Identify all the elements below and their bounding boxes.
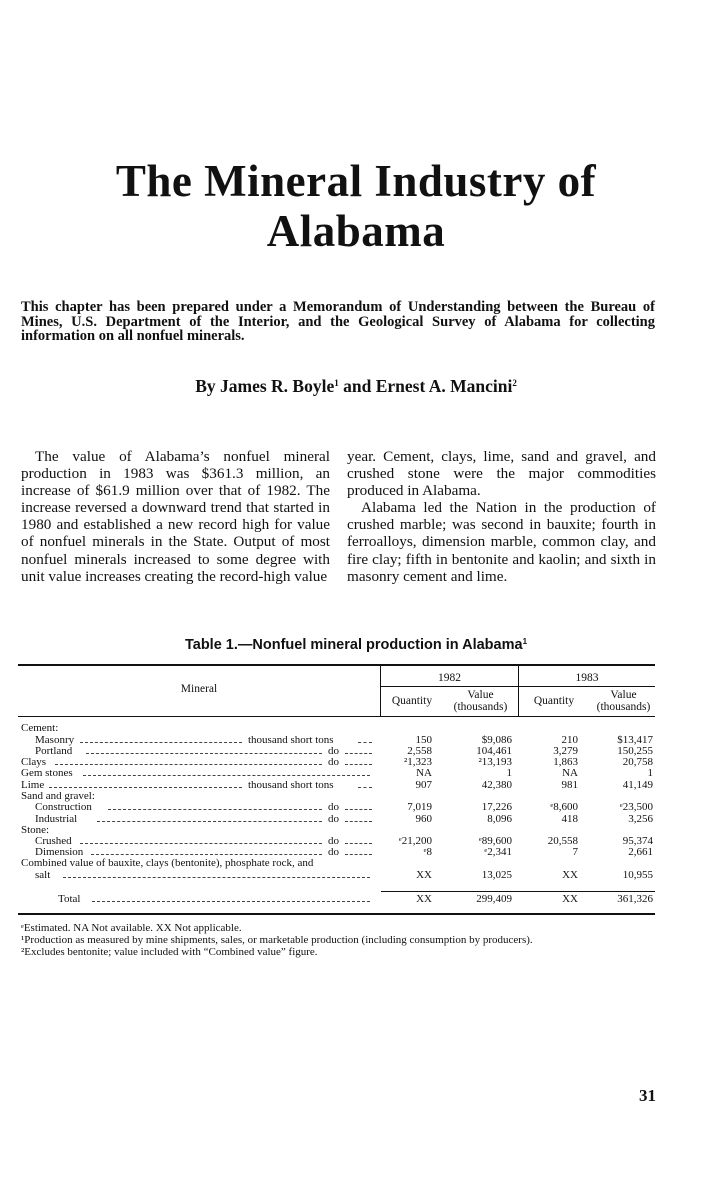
row-unit: do [328,756,339,768]
dot-leader [91,854,322,855]
header-value-label: Value [610,689,637,701]
table-caption [0,637,712,653]
row-unit: do [328,846,339,858]
cell-q82: 907 [415,779,432,791]
row-unit: do [328,813,339,825]
dot-leader [345,764,372,765]
header-value-1982 [443,689,518,713]
cell-v83: 10,955 [622,869,653,881]
row-label: Industrial [35,813,78,825]
header-bottom-rule [18,716,655,717]
cell-v83: 1 [647,767,653,779]
row-label: Lime [21,779,45,791]
body-paragraph-2: Alabama led the Nation in the production of crushed marble; was second in bauxite; fourth in ferroalloys, dimension marble, common clay, and fire clay; fifth in bentonite and kaolin; and sixth in masonry cement and lime. [347,499,656,585]
row-label: Sand and gravel: [21,790,95,802]
body-column-right [347,448,656,585]
cell-v82: 299,409 [476,893,512,905]
table-row [0,893,712,905]
row-label: Cement: [21,722,59,734]
dot-leader [97,821,322,822]
cell-q83: XX [562,869,578,881]
cell-q82: 960 [415,813,432,825]
author-2-footnote: 2 [512,378,517,388]
cell-q82: XX [416,869,432,881]
row-label: Masonry [35,734,75,746]
dot-leader [358,742,372,743]
dot-leader [80,742,242,743]
cell-v82: 104,461 [476,745,512,757]
table-row [0,801,712,813]
row-label: Stone: [21,824,50,836]
cell-v83: 3,256 [628,813,653,825]
row-label: Crushed [35,835,72,847]
cell-q83: 7 [572,846,578,858]
header-value-unit: (thousands) [596,701,651,713]
cell-q83: NA [562,767,578,779]
author-1-footnote: 1 [334,378,339,388]
cell-v83: 41,149 [622,779,653,791]
row-label: salt [35,869,51,881]
header-mineral: Mineral [180,683,218,695]
header-value-label: Value [467,689,494,701]
cell-q82: 7,019 [407,801,432,813]
chapter-title-line2: Alabama [266,206,446,256]
cell-v82: ᵉ89,600 [478,835,512,847]
header-value-unit: (thousands) [453,701,508,713]
dot-leader [345,753,372,754]
dot-leader [345,843,372,844]
row-label: Dimension [35,846,84,858]
row-label: Portland [35,745,73,757]
cell-v82: ²13,193 [478,756,512,768]
table-row [0,767,712,779]
row-unit: do [328,835,339,847]
row-label: Total [58,893,81,905]
cell-q83: 418 [561,813,578,825]
cell-v82: 42,380 [481,779,512,791]
dot-leader [345,809,372,810]
cell-q82: 2,558 [407,745,432,757]
body-column-left [21,448,330,585]
cell-v83: 150,255 [617,745,653,757]
footnote-2: ²Excludes bentonite; value included with “Combined value” figure. [21,946,318,958]
total-rule [381,891,655,892]
cell-v83: 361,326 [617,893,653,905]
author-1: James R. Boyle [220,376,335,396]
row-label: Gem stones [21,767,73,779]
cell-v82: $9,086 [481,734,512,746]
byline-by: By [195,376,216,396]
table-row [0,869,712,881]
cell-v82: 13,025 [481,869,512,881]
cell-q83: 3,279 [553,745,578,757]
cell-q82: 150 [415,734,432,746]
intro-note: This chapter has been prepared under a Memorandum of Understanding between the Bureau of Mines, U.S. Department of the Interior, and the Geological Survey of Alabama for collecting information on all nonfuel minerals. [21,299,655,344]
cell-v83: ᵉ23,500 [619,801,653,813]
body-paragraph-1: The value of Alabama’s nonfuel mineral production in 1983 was $361.3 million, an increase of $61.9 million over that of 1982. The increase reversed a downward trend that started in 1980 and established a new record high for value of nonfuel minerals in the State. Output of most nonfuel minerals increased to some degree with unit value increases creating the record-high value [21,448,330,585]
table-row [0,857,712,869]
cell-v83: $13,417 [617,734,653,746]
table-caption-footnote: 1 [522,637,528,646]
table-caption-text: Table 1.—Nonfuel mineral production in Alabama [184,637,523,653]
cell-v83: 2,661 [628,846,653,858]
cell-q83: 981 [561,779,578,791]
cell-q82: NA [416,767,432,779]
dot-leader [55,764,322,765]
cell-q83: 20,558 [547,835,578,847]
cell-v83: 95,374 [622,835,653,847]
dot-leader [63,877,370,878]
cell-q83: XX [562,893,578,905]
footnote-1: ¹Production as measured by mine shipments, sales, or marketable production (including consumption by producers). [21,934,533,946]
dot-leader [86,753,322,754]
row-unit: thousand short tons [248,734,334,746]
table-bottom-rule [18,913,655,915]
row-label: Clays [21,756,47,768]
footnote-legend: ᵉEstimated. NA Not available. XX Not applicable. [21,922,242,934]
row-label: Construction [35,801,92,813]
header-year-1982: 1982 [438,672,461,684]
dot-leader [108,809,322,810]
dot-leader [358,787,372,788]
cell-q82: ²1,323 [403,756,432,768]
byline-and: and [343,376,372,396]
cell-q83: 210 [561,734,578,746]
dot-leader [49,787,242,788]
author-2: Ernest A. Mancini [375,376,513,396]
table-row [0,722,712,734]
row-unit: do [328,745,339,757]
header-value-1983 [589,689,658,713]
page-number: 31 [639,1086,656,1105]
cell-q83: ᵉ8,600 [550,801,578,813]
dot-leader [92,901,370,902]
cell-v82: ᵉ2,341 [484,846,512,858]
row-label: Combined value of bauxite, clays (bentonite), phosphate rock, and [21,857,314,869]
dot-leader [83,775,370,776]
table-top-rule [18,664,655,666]
cell-v82: 1 [506,767,512,779]
row-unit: thousand short tons [248,779,334,791]
body-paragraph-1-cont: year. Cement, clays, lime, sand and gravel, and crushed stone were the major commodities produced in Alabama. [347,448,656,500]
header-quantity-1982: Quantity [391,695,433,707]
chapter-title [0,156,712,256]
cell-v83: 20,758 [622,756,653,768]
cell-q82: ᵉ21,200 [398,835,432,847]
header-quantity-1983: Quantity [533,695,575,707]
chapter-title-line1: The Mineral Industry of [115,156,597,206]
byline [0,376,712,397]
cell-q82: ᵉ8 [423,846,432,858]
dot-leader [345,854,372,855]
cell-q83: 1,863 [553,756,578,768]
cell-q82: XX [416,893,432,905]
cell-v82: 17,226 [481,801,512,813]
cell-v82: 8,096 [487,813,512,825]
dot-leader [80,843,322,844]
row-unit: do [328,801,339,813]
dot-leader [345,821,372,822]
header-year-1983: 1983 [575,672,599,684]
